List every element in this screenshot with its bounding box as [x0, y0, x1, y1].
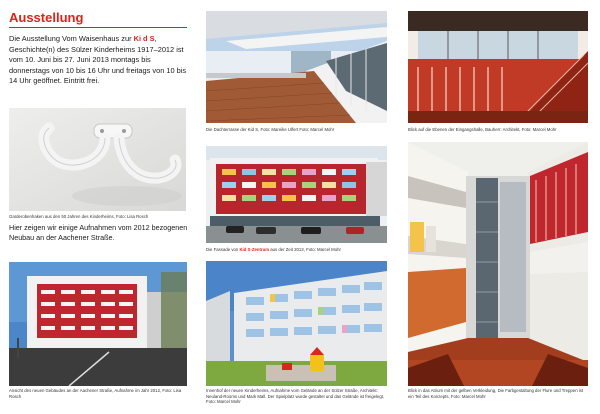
- roof-terrace-photo: [206, 11, 387, 123]
- atrium-caption: Blick in das Atrium mit der gelben Verkleidung, Die Farbgestaltung der Flure und Treppen ist ein Teil des Konzepts, Foto: Marcel Mohr: [408, 388, 584, 399]
- intro-text-1: Die Ausstellung Vom Waisenhaus zur: [9, 34, 134, 43]
- street-caption: Ansicht des neuen Gebäudes an der Aachener Straße, Aufnahme im Jahr 2012, Foto: Lisa Rosch: [9, 388, 182, 399]
- facade-caption-post: aus der Zeit 2013, Foto: Marcel Mohr: [269, 247, 341, 252]
- intro-text-2: , Geschichte(n) des Sülzer Kinderheims 1917–2012 ist vom 10. Juni bis 27. Juni 2013 montags bis donnerstags von 10 bis 16 Uhr und freitags von 10 bis 14 Uhr geöffnet. Eintritt frei.: [9, 34, 187, 86]
- new-building-text: Hier zeigen wir einige Aufnahmen vom 2012 bezogenen Neubau an der Aachener Straße.: [9, 223, 188, 243]
- facade-caption-brand: Kid S-Zentrum: [239, 247, 270, 252]
- facade-caption-pre: Die Fassade von: [206, 247, 240, 252]
- roof-terrace-caption: Die Dachterrasse der Kid S, Foto: Mareike Ulfert Foto: Marcel Mohr: [206, 127, 335, 132]
- street-building-photo: [9, 262, 187, 386]
- staircase-photo: [408, 11, 588, 123]
- coat-hook-photo: [9, 108, 186, 211]
- facade-photo: [206, 146, 387, 243]
- intro-paragraph: [9, 34, 189, 87]
- courtyard-caption: Innenhof der neuen Kinderheims, Aufnahme vom Gelände an der Sülzer Straße, Architekt: Neuland-Rooms und Mark Mall. Der Spielplatz wurde gestaltet und das Gelände ist freigelegt, Foto: Marcel Mohr: [206, 388, 385, 405]
- atrium-photo: [408, 142, 588, 386]
- intro-brand: Ki d S: [133, 34, 155, 43]
- heading-rule: [9, 27, 187, 28]
- section-heading: Ausstellung: [9, 10, 84, 25]
- courtyard-photo: [206, 261, 387, 386]
- coat-hook-caption: Garderobenhaken aus den 50 Jahren des Kinderheims, Foto: Lisa Rosch: [9, 214, 149, 219]
- coat-hook-icon: [9, 108, 186, 211]
- facade-caption: [206, 247, 387, 253]
- staircase-caption: Blick auf die Ebenen der Eingangshalle, Bauherr: Architekt, Foto: Marcel Mohr: [408, 127, 557, 132]
